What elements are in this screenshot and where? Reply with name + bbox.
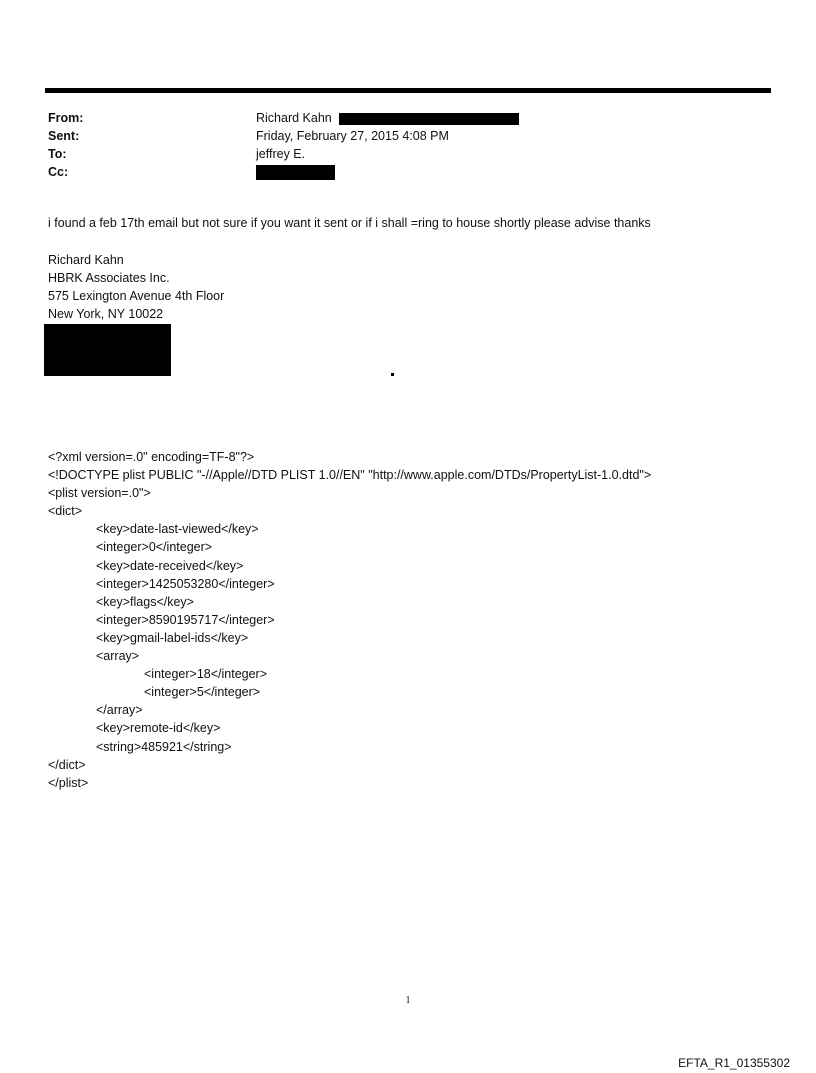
sent-row: [48, 127, 748, 145]
xml-line: <string>485921</string>: [96, 739, 232, 754]
xml-line: <?xml version=.0" encoding=TF-8"?>: [48, 450, 255, 464]
to-row: [48, 145, 748, 163]
redaction-block: [44, 324, 171, 376]
signature-block: [48, 251, 224, 323]
signature-address-line1: 575 Lexington Avenue 4th Floor: [48, 289, 225, 303]
xml-line: </dict>: [48, 757, 86, 772]
xml-line: <array>: [96, 649, 140, 664]
xml-line: <dict>: [48, 504, 83, 519]
xml-line: </array>: [96, 703, 143, 718]
xml-line: <integer>18</integer>: [144, 667, 268, 682]
header-rule: [45, 88, 771, 93]
xml-line: <key>flags</key>: [96, 594, 194, 609]
xml-line: <integer>8590195717</integer>: [96, 612, 275, 627]
to-label: To:: [48, 147, 67, 161]
cc-row: [48, 163, 748, 181]
xml-line: <integer>0</integer>: [96, 540, 213, 555]
xml-line: <integer>1425053280</integer>: [96, 576, 275, 591]
stray-mark: [391, 373, 394, 376]
signature-name: Richard Kahn: [48, 253, 124, 267]
from-value: [256, 109, 519, 127]
from-row: [48, 109, 748, 127]
sent-label: Sent:: [48, 129, 80, 143]
document-id: EFTA_R1_01355302: [678, 1056, 790, 1070]
xml-line: <key>remote-id</key>: [96, 721, 221, 736]
email-header: [48, 109, 748, 181]
sent-value: Friday, February 27, 2015 4:08 PM: [256, 129, 449, 143]
redaction-bar: [339, 113, 519, 125]
xml-line: <plist version=.0">: [48, 486, 151, 501]
cc-value: [256, 163, 335, 181]
xml-line: </plist>: [48, 775, 89, 790]
signature-company: HBRK Associates Inc.: [48, 271, 170, 285]
from-label: From:: [48, 111, 84, 125]
xml-plist-block: [48, 448, 651, 792]
from-name: Richard Kahn: [256, 111, 332, 125]
xml-line: <integer>5</integer>: [144, 685, 261, 700]
to-value: jeffrey E.: [256, 147, 306, 161]
xml-line: <key>date-received</key>: [96, 558, 244, 573]
xml-line: <key>date-last-viewed</key>: [96, 522, 259, 537]
page-number: 1: [405, 995, 411, 1006]
redaction-bar: [256, 165, 335, 180]
message-body: i found a feb 17th email but not sure if you want it sent or if i shall =ring to house shortly please advise thanks: [48, 216, 651, 230]
signature-address-line2: New York, NY 10022: [48, 307, 164, 321]
xml-line: <key>gmail-label-ids</key>: [96, 630, 249, 645]
xml-line: <!DOCTYPE plist PUBLIC "-//Apple//DTD PLIST 1.0//EN" "http://www.apple.com/DTDs/PropertyList-1.0.dtd">: [48, 468, 652, 483]
cc-label: Cc:: [48, 165, 69, 179]
